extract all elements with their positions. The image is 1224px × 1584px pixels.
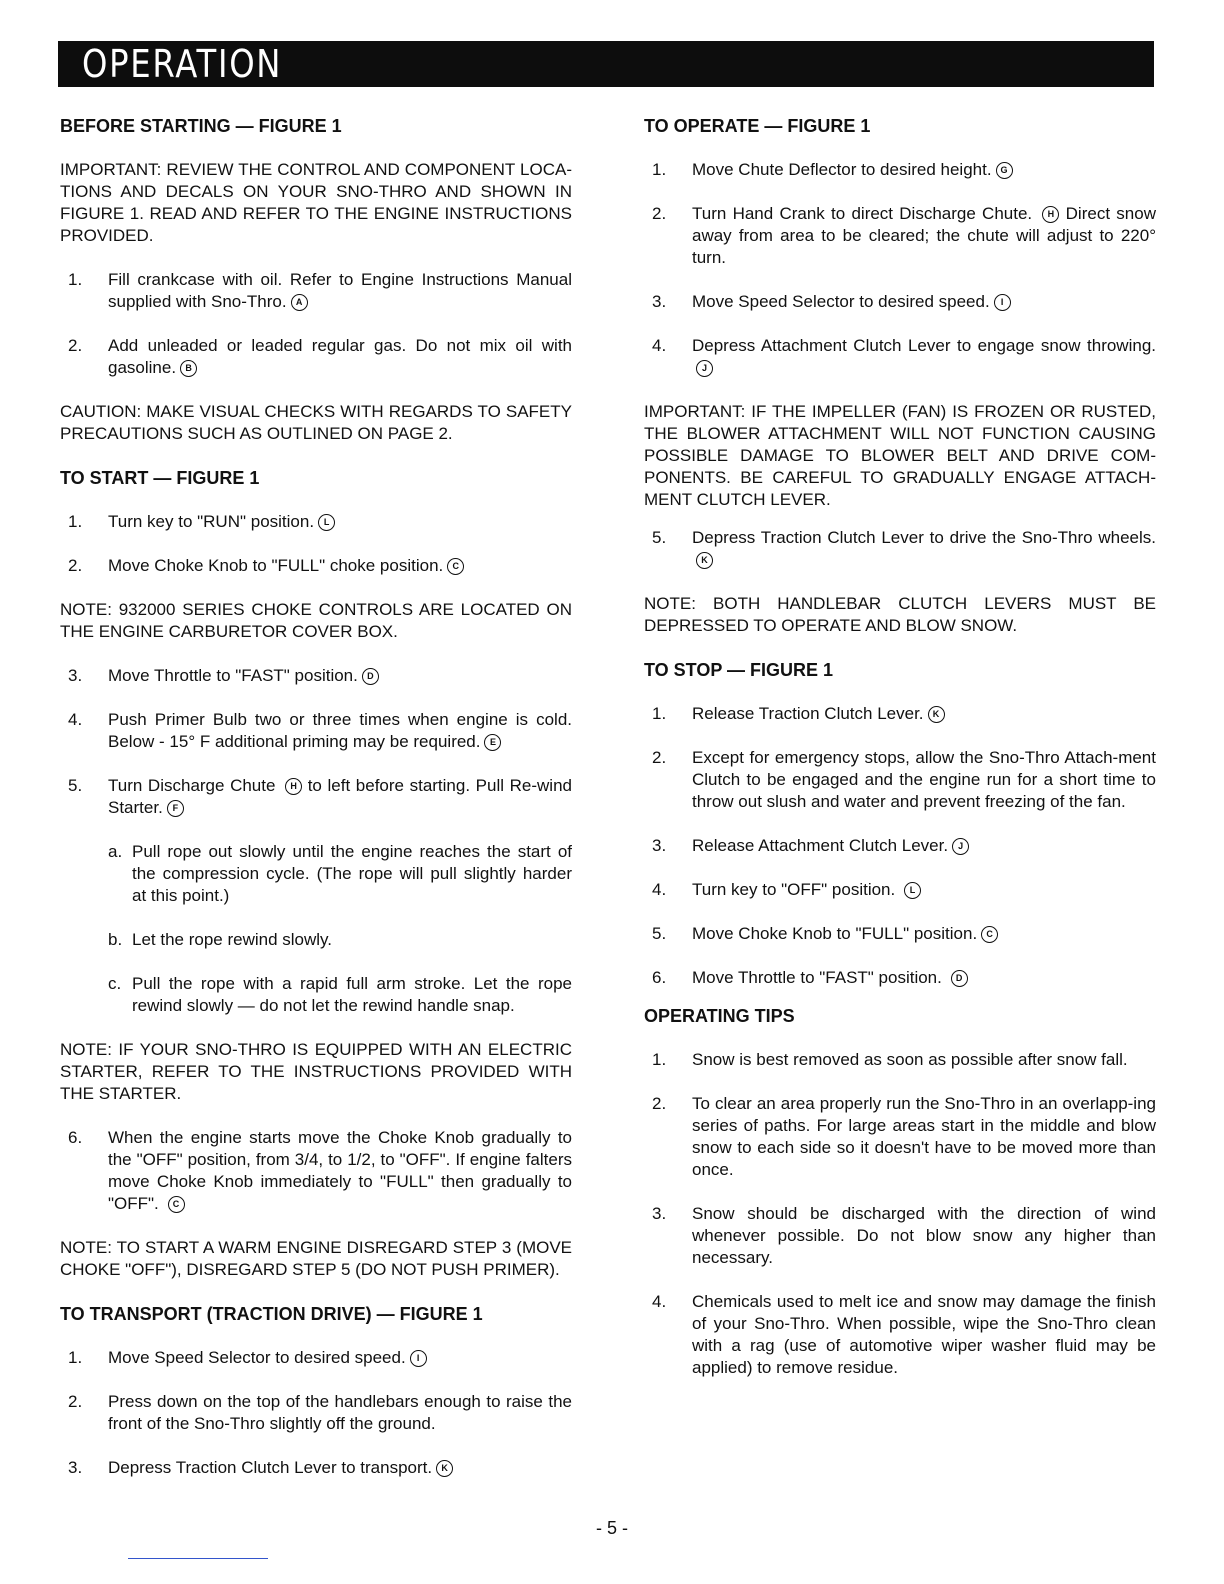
list-item [644,1203,1156,1269]
impeller-important-note: IMPORTANT: IF THE IMPELLER (FAN) IS FROZEN OR RUSTED, THE BLOWER ATTACHMENT WILL NOT FUNCTION CAUSING POSSIBLE DAMAGE TO BLOWER BELT AND DRIVE COM-PONENTS. BE CAREFUL TO GRADUALLY ENGAGE ATTACH-MENT CLUTCH LEVER. [644,402,1156,509]
item-number: 5. [652,924,667,943]
caution-note: CAUTION: MAKE VISUAL CHECKS WITH REGARDS TO SAFETY PRECAUTIONS SUCH AS OUTLINED ON PAGE 2. [60,402,572,443]
section-banner [58,41,1154,87]
item-text: Turn key to "RUN" position. [108,512,315,531]
sub-item-text: Pull the rope with a rapid full arm stroke. Let the rope rewind slowly — do not let the rewind handle snap. [132,974,572,1015]
footer-rule [128,1558,268,1559]
list-item [60,709,572,753]
item-text: Release Attachment Clutch Lever. [692,836,949,855]
list-item [60,775,572,819]
list-item [644,879,1156,901]
list-item [644,747,1156,813]
item-number: 2. [68,1392,83,1411]
sub-item-letter: a. [108,842,123,861]
callout-marker: J [952,838,969,855]
callout-marker: L [904,882,921,899]
item-text: Except for emergency stops, allow the Sno-Thro Attach-ment Clutch to be engaged and the engine run for a short time to throw out slush and water and prevent freezing of the fan. [692,748,1156,811]
item-text: Move Choke Knob to "FULL" choke position. [108,556,444,575]
item-number: 5. [652,528,667,547]
sub-item-text: Let the rope rewind slowly. [132,930,333,949]
list-item [60,555,572,577]
list-item [644,291,1156,313]
item-text: Turn Hand Crank to direct Discharge Chute. [692,204,1033,223]
to-operate-heading: TO OPERATE — FIGURE 1 [644,116,871,136]
item-number: 4. [652,1292,667,1311]
item-text: Move Speed Selector to desired speed. [692,292,990,311]
item-number: 2. [68,336,83,355]
callout-marker: G [996,162,1013,179]
handlebar-levers-note: NOTE: BOTH HANDLEBAR CLUTCH LEVERS MUST BE DEPRESSED TO OPERATE AND BLOW SNOW. [644,594,1156,635]
item-text: Depress Traction Clutch Lever to transport. [108,1458,433,1477]
item-number: 3. [68,1458,83,1477]
list-item [60,665,572,687]
sub-item [108,929,572,951]
sub-item [108,973,572,1017]
item-text: Snow is best removed as soon as possible after snow fall. [692,1050,1128,1069]
item-number: 6. [652,968,667,987]
sub-item-letter: b. [108,930,123,949]
callout-marker: K [928,706,945,723]
item-number: 2. [652,1094,667,1113]
item-text: Depress Attachment Clutch Lever to engage snow throwing. [692,336,1156,355]
item-number: 2. [68,556,83,575]
item-number: 1. [68,270,83,289]
right-column [644,115,1156,1401]
item-text: Chemicals used to melt ice and snow may damage the finish of your Sno-Thro. When possible, wipe the Sno-Thro clean with a rag (use of automotive wiper washer fluid may be applied) to remove residue. [692,1292,1156,1377]
item-text: Turn Discharge Chute [108,776,276,795]
item-number: 3. [652,292,667,311]
list-item [60,335,572,379]
left-column [60,115,572,1501]
list-item [60,1127,572,1215]
callout-marker: H [1042,206,1059,223]
item-number: 3. [68,666,83,685]
callout-marker: K [436,1460,453,1477]
item-text: When the engine starts move the Choke Knob gradually to the "OFF" position, from 3/4, to 1/2, to "OFF". If engine falters move Choke Knob immediately to "FULL" then gradually to "OFF". [108,1128,572,1213]
item-number: 1. [652,160,667,179]
item-text: Direct snow away from area to be cleared; the chute will adjust to 220° turn. [692,204,1156,267]
item-number: 1. [652,1050,667,1069]
list-item [644,703,1156,725]
item-text: Press down on the top of the handlebars enough to raise the front of the Sno-Thro slightly off the ground. [108,1392,572,1433]
item-number: 4. [68,710,83,729]
callout-marker: L [318,514,335,531]
list-item [644,203,1156,269]
callout-marker: I [994,294,1011,311]
callout-marker: H [285,778,302,795]
item-text: Turn key to "OFF" position. [692,880,896,899]
electric-starter-note: NOTE: IF YOUR SNO-THRO IS EQUIPPED WITH AN ELECTRIC STARTER, REFER TO THE INSTRUCTIONS PROVIDED WITH THE STARTER. [60,1040,572,1103]
item-number: 4. [652,336,667,355]
before-important-note: IMPORTANT: REVIEW THE CONTROL AND COMPONENT LOCA-TIONS AND DECALS ON YOUR SNO-THRO AND SHOWN IN FIGURE 1. READ AND REFER TO THE ENGINE INSTRUCTIONS PROVIDED. [60,160,572,245]
list-item [60,1347,572,1369]
to-start-heading: TO START — FIGURE 1 [60,468,260,488]
callout-marker: D [951,970,968,987]
item-text: Fill crankcase with oil. Refer to Engine Instructions Manual supplied with Sno-Thro. [108,270,572,311]
list-item [644,1093,1156,1181]
callout-marker: C [447,558,464,575]
item-text: Move Speed Selector to desired speed. [108,1348,406,1367]
section-title: OPERATION [82,42,283,86]
callout-marker: C [168,1196,185,1213]
callout-marker: D [362,668,379,685]
sub-item [108,841,572,907]
to-transport-heading: TO TRANSPORT (TRACTION DRIVE) — FIGURE 1 [60,1304,483,1324]
choke-note: NOTE: 932000 SERIES CHOKE CONTROLS ARE LOCATED ON THE ENGINE CARBURETOR COVER BOX. [60,600,572,641]
item-number: 4. [652,880,667,899]
list-item [644,1049,1156,1071]
item-text: To clear an area properly run the Sno-Thro in an overlapp-ing series of paths. For large areas start in the middle and blow snow to each side so it doesn't have to be moved more than once. [692,1094,1156,1179]
item-text: Add unleaded or leaded regular gas. Do not mix oil with gasoline. [108,336,572,377]
item-number: 5. [68,776,83,795]
item-number: 3. [652,1204,667,1223]
list-item [60,1457,572,1479]
item-number: 2. [652,748,667,767]
item-text: Push Primer Bulb two or three times when engine is cold. Below - 15° F additional priming may be required. [108,710,572,751]
item-text: Release Traction Clutch Lever. [692,704,924,723]
item-number: 1. [68,512,83,531]
sub-item-text: Pull rope out slowly until the engine reaches the start of the compression cycle. (The rope will pull slightly harder at this point.) [132,842,572,905]
list-item [644,335,1156,379]
callout-marker: I [410,1350,427,1367]
list-item [644,159,1156,181]
item-text: Move Choke Knob to "FULL" position. [692,924,978,943]
item-text: Move Throttle to "FAST" position. [692,968,942,987]
before-starting-heading: BEFORE STARTING — FIGURE 1 [60,116,342,136]
callout-marker: K [696,552,713,569]
item-text: to left before starting. Pull Re-wind Starter. [108,776,572,817]
list-item [644,923,1156,945]
callout-marker: J [696,360,713,377]
item-number: 1. [652,704,667,723]
page-number: - 5 - [595,1518,628,1538]
item-text: Move Chute Deflector to desired height. [692,160,992,179]
item-text: Depress Traction Clutch Lever to drive the Sno-Thro wheels. [692,528,1156,547]
to-stop-heading: TO STOP — FIGURE 1 [644,660,834,680]
list-item [644,1291,1156,1379]
operating-tips-heading: OPERATING TIPS [644,1006,795,1026]
sub-item-letter: c. [108,974,122,993]
list-item [644,527,1156,571]
item-number: 3. [652,836,667,855]
callout-marker: B [180,360,197,377]
list-item [60,1391,572,1435]
item-text: Snow should be discharged with the direction of wind whenever possible. Do not blow snow any higher than necessary. [692,1204,1156,1267]
item-number: 1. [68,1348,83,1367]
warm-engine-note: NOTE: TO START A WARM ENGINE DISREGARD STEP 3 (MOVE CHOKE "OFF"), DISREGARD STEP 5 (DO NOT PUSH PRIMER). [60,1238,572,1279]
list-item [60,511,572,533]
callout-marker: A [291,294,308,311]
item-number: 6. [68,1128,83,1147]
item-number: 2. [652,204,667,223]
list-item [644,835,1156,857]
list-item [60,269,572,313]
callout-marker: C [981,926,998,943]
item-text: Move Throttle to "FAST" position. [108,666,358,685]
list-item [644,967,1156,989]
callout-marker: E [484,734,501,751]
callout-marker: F [167,800,184,817]
